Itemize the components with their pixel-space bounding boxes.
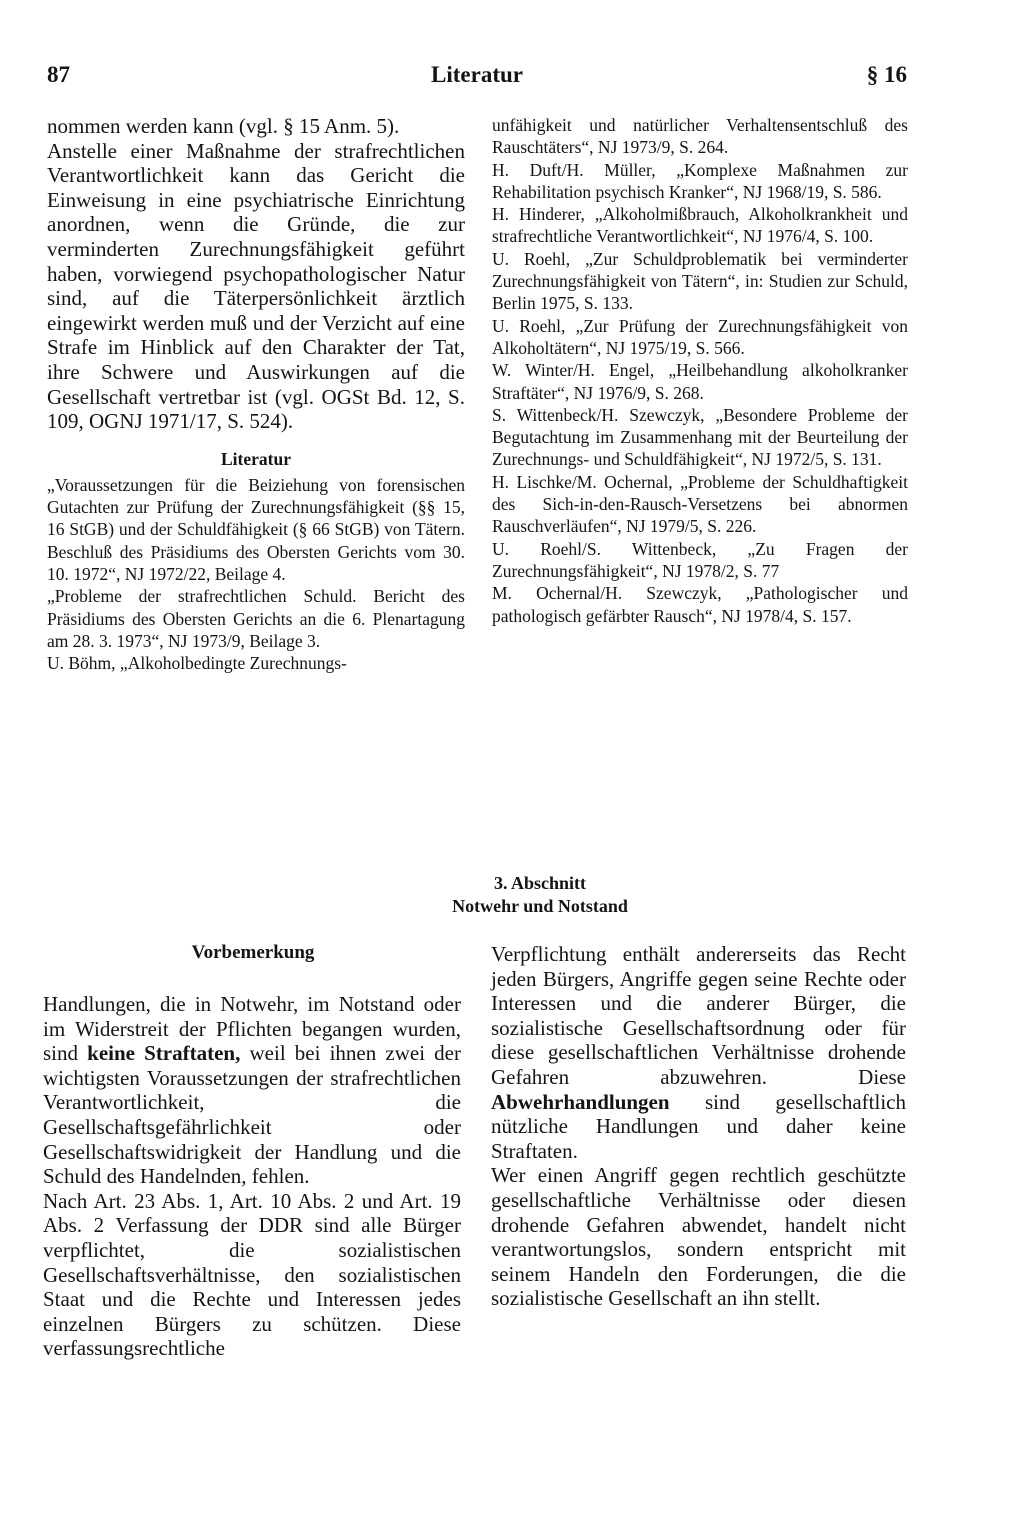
literature-item: H. Duft/H. Müller, „Komplexe Maßnahmen zur Rehabilitation psychisch Kranker“, NJ 1968/19, S. 586. — [492, 159, 908, 202]
text-run: Verpflichtung enthält andererseits das Recht jeden Bürgers, Angriffe gegen seine Rechte oder Interessen und die anderer Bürger, die sozialistische Gesellschaftsordnung oder für diese gesellschaftlichen Verhältnisse drohende Gefahren abzuwehren. Diese — [491, 942, 906, 1089]
left-column-top — [47, 114, 465, 674]
literature-item: „Voraussetzungen für die Beiziehung von forensischen Gutachten zur Prüfung der Zurechnungsfähigkeit (§§ 15, 16 StGB) und der Schuldfähigkeit (§ 66 StGB) von Tätern. Beschluß des Präsidiums des Obersten Gerichts vom 30. 10. 1972“, NJ 1972/22, Beilage 4. — [47, 474, 465, 584]
literature-item: U. Roehl/S. Wittenbeck, „Zu Fragen der Zurechnungsfähigkeit“, NJ 1978/2, S. 77 — [492, 538, 908, 581]
left-column-bottom — [43, 992, 461, 1361]
paragraph-continued: nommen werden kann (vgl. § 15 Anm. 5). — [47, 114, 400, 138]
literature-item: U. Böhm, „Alkoholbedingte Zurechnungs- — [47, 653, 347, 674]
page-number: 87 — [47, 62, 70, 87]
emphasis-keine-straftaten: keine Straftaten, — [87, 1041, 241, 1066]
literature-item: „Probleme der strafrechtlichen Schuld. Bericht des Präsidiums des Obersten Gerichts an die 6. Plenartagung am 28. 3. 1973“, NJ 1973/9, Beilage 3. — [47, 586, 465, 651]
literature-item: M. Ochernal/H. Szewczyk, „Pathologischer und pathologisch gefärbter Rausch“, NJ 1978/4, S. 157. — [492, 583, 908, 626]
literature-item: W. Winter/H. Engel, „Heilbehandlung alkoholkranker Straftäter“, NJ 1976/9, S. 268. — [492, 360, 908, 403]
literature-item: H. Lischke/M. Ochernal, „Probleme der Schuldhaftigkeit des Sich-in-den-Rausch-Versetzens bei abnormen Rauschverläufen“, NJ 1979/5, S. 226. — [492, 471, 908, 537]
literature-item: U. Roehl, „Zur Schuldproblematik bei verminderter Zurechnungsfähigkeit von Tätern“, in: Studien zur Schuld, Berlin 1975, S. 133. — [492, 248, 908, 314]
section-number: § 16 — [866, 62, 907, 87]
literature-heading: Literatur — [221, 448, 291, 469]
running-title: Literatur — [431, 62, 523, 87]
literature-item: H. Hinderer, „Alkoholmißbrauch, Alkoholkrankheit und strafrechtliche Verantwortlichkeit“, NJ 1976/4, S. 100. — [492, 204, 908, 247]
text-run: sind gesellschaftlich nützliche Handlungen und daher keine Straftaten. — [491, 1089, 906, 1163]
right-column-top — [492, 114, 908, 627]
literature-item: U. Roehl, „Zur Prüfung der Zurechnungsfähigkeit von Alkoholtätern“, NJ 1975/19, S. 566. — [492, 315, 908, 358]
vorbemerkung-heading: Vorbemerkung — [191, 942, 315, 963]
paragraph-handlungen — [43, 992, 461, 1189]
paragraph-verfassung: Nach Art. 23 Abs. 1, Art. 10 Abs. 2 und Art. 19 Abs. 2 Verfassung der DDR sind alle Bürger verpflichtet, die sozialistischen Gesellschaftsverhältnisse, den sozialistischen Staat und die Rechte und Interessen jedes einzelnen Bürgers zu schützen. Diese verfassungsrechtliche — [43, 1188, 461, 1361]
paragraph-verpflichtung — [491, 942, 906, 1163]
literature-item: S. Wittenbeck/H. Szewczyk, „Besondere Probleme der Begutachtung im Zusammenhang mit der Beurteilung der Zurechnungs- und Schuldfähigkeit“, NJ 1972/5, S. 131. — [492, 404, 908, 470]
section-heading-number: 3. Abschnitt — [493, 873, 587, 893]
page-header — [47, 62, 907, 92]
section-heading-title: Notwehr und Notstand — [452, 896, 628, 916]
emphasis-abwehrhandlungen: Abwehrhandlungen — [491, 1089, 670, 1114]
text-run: weil bei ihnen zwei der wichtigsten Voraussetzungen der strafrechtlichen Verantwortlichkeit, die Gesellschaftsgefährlichkeit oder Gesellschaftswidrigkeit der Handlung und die Schuld des Handelnden, fehlen. — [43, 1041, 461, 1189]
right-column-bottom — [491, 942, 906, 1311]
section-heading — [260, 872, 820, 918]
paragraph-einweisung: Anstelle einer Maßnahme der strafrechtlichen Verantwortlichkeit kann das Gericht die Einweisung in eine psychiatrische Einrichtung anordnen, wenn die Gründe, die zur verminderten Zurechnungsfähigkeit geführt haben, vorwiegend psychopathologischer Natur sind, auf die Täterpersönlichkeit ärztlich eingewirkt werden muß und der Verzicht auf eine Strafe im Hinblick auf den Charakter der Tat, ihre Schwere und Auswirkungen auf die Gesellschaft vertretbar ist (vgl. OGSt Bd. 12, S. 109, OGNJ 1971/17, S. 524). — [47, 138, 465, 434]
literature-item: unfähigkeit und natürlicher Verhaltensentschluß des Rauschtäters“, NJ 1973/9, S. 264. — [492, 115, 908, 158]
paragraph-angriff: Wer einen Angriff gegen rechtlich geschützte gesellschaftliche Verhältnisse oder diesen drohende Gefahren abwendet, handelt nicht verantwortungslos, sondern entspricht mit seinem Handeln den Forderungen, die die sozialistische Gesellschaft an ihn stellt. — [491, 1163, 906, 1311]
text-run: Handlungen, die in Notwehr, im Notstand oder im Widerstreit der Pflichten begangen wurden, sind — [43, 992, 461, 1066]
